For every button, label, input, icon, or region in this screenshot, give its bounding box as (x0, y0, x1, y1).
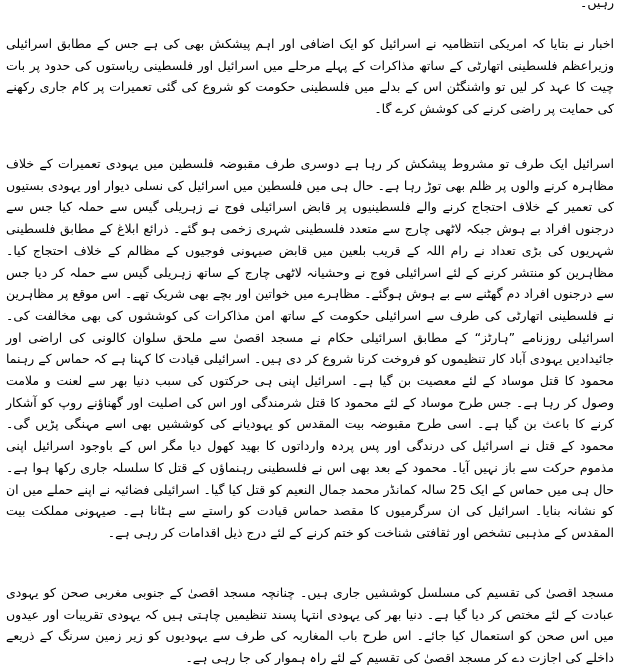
paragraph-fragment-top: رہیں۔ (580, 0, 614, 10)
paragraph-al-aqsa: مسجد اقصیٰ کی تقسیم کی مسلسل کوششیں جاری ہیں۔ چنانچہ مسجد اقصیٰ کے جنوبی مغربی صحن کو یہودی عبادت کے لئے مختص کر دیا گیا ہے۔ دنیا بھر کی یہودی انتہا پسند تنظیمیں چاہتی ہیں کہ یہودی تقریبات اور عیدوں میں اس صحن کو استعمال کیا جائے۔ اس طرح باب المغاربہ کی طرف سے یہودیوں کو زیر زمین سرنگ کے ذریعے داخلے کی اجازت دے کر مسجد اقصیٰ کی تقسیم کے لئے راہ ہموار کی جا رہی ہے۔ (6, 585, 614, 666)
paragraph-israel-actions: اسرائیل ایک طرف تو مشروط پیشکش کر رہا ہے دوسری طرف مقبوضہ فلسطین میں یہودی تعمیرات کے خلاف مظاہرہ کرنے والوں پر ظلم بھی توڑ رہا ہے۔ حال ہی میں فلسطین میں اسرائیل کی نسلی دیوار اور یہودی بستیوں کی تعمیر کے خلاف احتجاج کرنے والے فلسطینیوں پر قابض اسرائیلی فوج نے زہریلی گیس سے حملہ کیا جس سے درجنوں افراد بے ہوش جبکہ لاٹھی چارج سے متعدد فلسطینی شہری زخمی ہو گئے۔ ذرائع ابلاغ کے مطابق فلسطینی شہریوں کی بڑی تعداد نے رام اللہ کے قریب بلعین میں قابض صیہونی فوجیوں کے مظالم کے خلاف احتجاج کیا۔ مظاہرین کو منتشر کرنے کے لئے اسرائیلی فوج نے وحشیانہ لاٹھی چارج کے ساتھ زہریلی گیس سے حملہ کر دیا جس سے درجنوں افراد دم گھٹنے سے بے ہوش ہوگئے۔ مظاہرے میں خواتین اور بچے بھی شریک تھے۔ اس موقع پر مظاہرین نے فلسطینی اتھارٹی کی طرف سے اسرائیلی حکومت کے ساتھ امن مذاکرات کی کوششوں کی بھی مخالفت کی۔ اسرائیلی روزنامے ”ہارٹز“ کے مطابق اسرائیلی حکام نے مسجد اقصیٰ سے ملحق سلوان کالونی کی اراضی اور جائیدادیں یہودی آباد کار تنظیموں کو فروخت کرنا شروع کر دی ہیں۔ اسرائیلی قیادت کا کہنا ہے کہ حماس کے رہنما محمود کا قتل موساد کے لئے معصیت بن گیا ہے۔ اسرائیل اپنی ہی حرکتوں کی سبب دنیا بھر سے لعنت و ملامت وصول کر رہا ہے۔ جس طرح موساد کے لئے محمود کا قتل شرمندگی اور اس کی اصلیت اور گھناؤنے روپ کو آشکار کرنے کا باعث بن گیا ہے۔ اسی طرح مقبوضہ بیت المقدس کو یہودیانے کی کوششیں بھی اسے مہنگی پڑیں گی۔ محمود کے قتل نے اسرائیل کی درندگی اور پس پردہ وارداتوں کا بھید کھول دیا مگر اس کے باوجود اسرائیل اپنی مذموم حرکت سے باز نہیں آیا۔ محمود کے بعد بھی اس نے فلسطینی رہنماؤں کے قتل کا سلسلہ جاری رکھا ہوا ہے۔ حال ہی میں حماس کے ایک 25 سالہ کمانڈر محمد جمال النعیم کو قتل کیا گیا۔ اسرائیلی فضائیہ نے اپنے حملے میں ان کو نشانہ بنایا۔ اسرائیل کی ان سرگرمیوں کا مقصد حماس قیادت کو راستے سے ہٹانا ہے۔ صیہونی مملکت بیت المقدس کے مذہبی تشخص اور ثقافتی شناخت کو ختم کرنے کے لئے درج ذیل اقدامات کر رہی ہے۔ (6, 156, 614, 540)
paragraph-us-offer: اخبار نے بتایا کہ امریکی انتظامیہ نے اسرائیل کو ایک اضافی اور اہم پیشکش بھی کی ہے جس کے مطابق اسرائیلی وزیراعظم فلسطینی اتھارٹی کے ساتھ مذاکرات کے پہلے مرحلے میں اسرائیل اور فلسطینی ریاستوں کی حدود پر بات چیت کا عہد کر لیں تو واشنگٹن اس کے بدلے میں فلسطینی حکومت کو شروع کی گئی تعمیرات پر کام جاری رکھنے کی حمایت پر راضی کرنے کی کوشش کرے گا۔ (6, 36, 614, 117)
